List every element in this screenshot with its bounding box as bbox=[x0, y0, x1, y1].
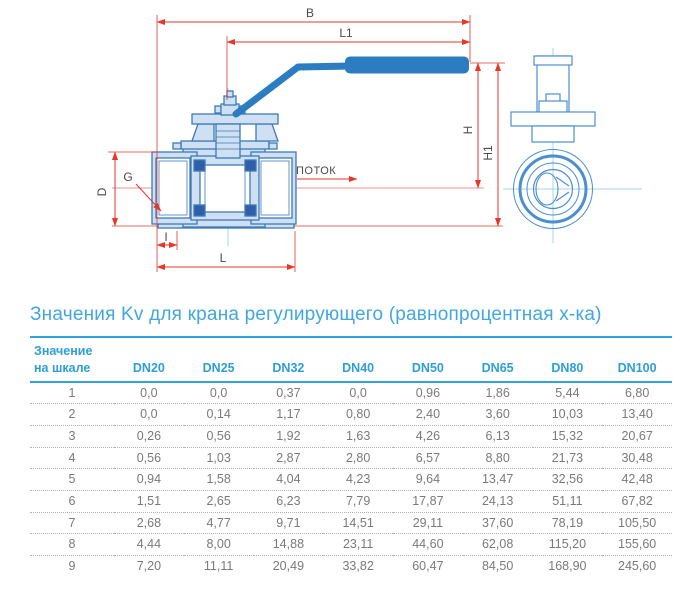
kv-value-cell: 5,44 bbox=[555, 385, 580, 400]
table-row bbox=[30, 404, 672, 426]
table-row bbox=[30, 555, 672, 576]
dim-label-d: D bbox=[95, 187, 109, 197]
kv-value-cell: 24,13 bbox=[463, 490, 533, 512]
scale-value-cell: 1 bbox=[68, 385, 76, 400]
kv-value-cell: 20,49 bbox=[254, 555, 324, 576]
dim-label-l1: L1 bbox=[339, 26, 353, 40]
header-dn65: DN65 bbox=[463, 337, 533, 382]
dim-label-b: B bbox=[305, 6, 315, 20]
kv-value-cell: 8,00 bbox=[184, 534, 254, 556]
kv-value-cell: 6,13 bbox=[463, 426, 533, 448]
table-row bbox=[30, 426, 672, 448]
kv-values-table bbox=[30, 336, 672, 576]
kv-value-cell: 1,92 bbox=[254, 426, 324, 448]
kv-value-cell: 4,44 bbox=[114, 534, 184, 556]
kv-value-cell: 30,48 bbox=[602, 447, 672, 469]
table-row bbox=[30, 512, 672, 534]
scale-value-cell: 2 bbox=[30, 404, 114, 426]
kv-value-cell: 0,0 bbox=[209, 385, 228, 400]
scale-value-cell: 5 bbox=[30, 469, 114, 491]
kv-value-cell: 0,0 bbox=[140, 385, 158, 400]
kv-value-cell: 9,64 bbox=[393, 469, 463, 491]
left-port-bore bbox=[156, 158, 190, 218]
kv-value-cell: 2,65 bbox=[184, 490, 254, 512]
kv-value-cell: 23,11 bbox=[323, 534, 393, 556]
scale-value-cell: 8 bbox=[30, 534, 114, 556]
handle-grip bbox=[345, 57, 469, 74]
kv-value-cell: 62,08 bbox=[463, 534, 533, 556]
table-row bbox=[30, 534, 672, 556]
header-dn80: DN80 bbox=[533, 337, 603, 382]
seat-bottom-right bbox=[245, 205, 256, 216]
kv-value-cell: 37,60 bbox=[463, 512, 533, 534]
dim-label-i: I bbox=[164, 230, 168, 244]
kv-value-cell: 4,04 bbox=[254, 469, 324, 491]
kv-value-cell: 245,60 bbox=[602, 555, 672, 576]
dim-label-h: H bbox=[461, 125, 475, 135]
handle-socket-lip bbox=[534, 56, 572, 65]
kv-value-cell: 42,48 bbox=[602, 469, 672, 491]
kv-value-cell: 2,68 bbox=[114, 512, 184, 534]
kv-value-cell: 33,82 bbox=[323, 555, 393, 576]
kv-value-cell: 1,17 bbox=[254, 404, 324, 426]
table-row bbox=[30, 490, 672, 512]
kv-value-cell: 6,57 bbox=[393, 447, 463, 469]
top-plate-tab-left bbox=[173, 143, 181, 149]
table-row bbox=[30, 382, 672, 404]
kv-value-cell: 44,60 bbox=[393, 534, 463, 556]
handle bbox=[236, 57, 469, 115]
valve-drawing-svg bbox=[0, 0, 700, 298]
kv-value-cell: 168,90 bbox=[533, 555, 603, 576]
header-dn50: DN50 bbox=[393, 337, 463, 382]
kv-table-container bbox=[30, 336, 672, 576]
kv-value-cell: 0,80 bbox=[323, 404, 393, 426]
top-plate-tab-right bbox=[269, 143, 277, 149]
kv-value-cell: 11,11 bbox=[184, 555, 254, 576]
front-view bbox=[152, 91, 296, 228]
kv-value-cell: 4,77 bbox=[184, 512, 254, 534]
kv-value-cell: 13,47 bbox=[463, 469, 533, 491]
right-port-bore bbox=[258, 158, 292, 218]
kv-value-cell: 8,80 bbox=[463, 447, 533, 469]
stem-packing bbox=[216, 124, 240, 158]
scale-value-cell: 6 bbox=[30, 490, 114, 512]
header-dn100: DN100 bbox=[602, 337, 672, 382]
bonnet-leg-right bbox=[256, 124, 278, 141]
header-dn25: DN25 bbox=[184, 337, 254, 382]
table-row bbox=[30, 447, 672, 469]
kv-table-header bbox=[30, 337, 672, 382]
kv-value-cell: 0,56 bbox=[184, 426, 254, 448]
scale-value-cell: 3 bbox=[30, 426, 114, 448]
kv-value-cell: 6,80 bbox=[624, 385, 650, 400]
scale-value-cell: 7 bbox=[30, 512, 114, 534]
scale-value-cell: 9 bbox=[30, 555, 114, 576]
kv-value-cell: 0,0 bbox=[349, 385, 367, 400]
kv-value-cell: 0,56 bbox=[114, 447, 184, 469]
kv-value-cell: 15,32 bbox=[533, 426, 603, 448]
kv-value-cell: 0,94 bbox=[114, 469, 184, 491]
dim-label-h1: H1 bbox=[481, 145, 495, 161]
kv-value-cell: 51,11 bbox=[533, 490, 603, 512]
side-stem-nut bbox=[539, 101, 567, 113]
kv-value-cell: 32,56 bbox=[533, 469, 603, 491]
kv-value-cell: 155,60 bbox=[602, 534, 672, 556]
page-title: Значения Kv для крана регулирующего (равнопроцентная х-ка) bbox=[30, 304, 602, 325]
kv-table-body bbox=[30, 382, 672, 577]
kv-value-cell: 21,73 bbox=[533, 447, 603, 469]
side-view bbox=[511, 56, 595, 229]
kv-value-cell: 3,60 bbox=[463, 404, 533, 426]
header-dn32: DN32 bbox=[254, 337, 324, 382]
kv-value-cell: 4,26 bbox=[393, 426, 463, 448]
kv-value-cell: 0,96 bbox=[415, 385, 441, 400]
kv-value-cell: 0,0 bbox=[114, 404, 184, 426]
ball-cavity bbox=[200, 165, 250, 212]
kv-value-cell: 2,40 bbox=[393, 404, 463, 426]
kv-value-cell: 115,20 bbox=[533, 534, 603, 556]
table-row bbox=[30, 469, 672, 491]
kv-value-cell: 0,37 bbox=[276, 385, 301, 400]
seat-top-left bbox=[194, 160, 205, 171]
kv-value-cell: 84,50 bbox=[463, 555, 533, 576]
kv-value-cell: 1,51 bbox=[114, 490, 184, 512]
bonnet-leg-left bbox=[192, 124, 214, 141]
kv-value-cell: 14,88 bbox=[254, 534, 324, 556]
header-dn40: DN40 bbox=[323, 337, 393, 382]
header-scale-line1: Значение bbox=[34, 344, 93, 358]
scale-value-cell: 4 bbox=[30, 447, 114, 469]
kv-value-cell: 0,14 bbox=[184, 404, 254, 426]
side-flange bbox=[511, 112, 595, 126]
kv-value-cell: 2,87 bbox=[254, 447, 324, 469]
header-row bbox=[30, 337, 672, 382]
seat-bottom-left bbox=[194, 205, 205, 216]
kv-value-cell: 13,40 bbox=[602, 404, 672, 426]
kv-value-cell: 9,71 bbox=[254, 512, 324, 534]
kv-value-cell: 78,19 bbox=[533, 512, 603, 534]
kv-value-cell: 4,23 bbox=[323, 469, 393, 491]
flow-label: ПОТОК bbox=[296, 165, 337, 177]
kv-value-cell: 7,79 bbox=[323, 490, 393, 512]
kv-value-cell: 1,86 bbox=[485, 385, 510, 400]
kv-value-cell: 1,63 bbox=[323, 426, 393, 448]
kv-value-cell: 60,47 bbox=[393, 555, 463, 576]
kv-value-cell: 1,58 bbox=[184, 469, 254, 491]
header-scale bbox=[30, 337, 114, 382]
kv-value-cell: 105,50 bbox=[602, 512, 672, 534]
kv-value-cell: 67,82 bbox=[602, 490, 672, 512]
kv-value-cell: 10,03 bbox=[533, 404, 603, 426]
kv-value-cell: 2,80 bbox=[323, 447, 393, 469]
seat-top-right bbox=[245, 160, 256, 171]
dim-label-g: G bbox=[123, 170, 133, 184]
kv-value-cell: 1,03 bbox=[184, 447, 254, 469]
header-scale-line2: на шкале bbox=[34, 360, 91, 375]
kv-value-cell: 14,51 bbox=[323, 512, 393, 534]
valve-technical-drawing bbox=[0, 0, 700, 298]
side-neck bbox=[532, 126, 574, 142]
kv-value-cell: 29,11 bbox=[393, 512, 463, 534]
stem-nut-bump-left bbox=[215, 106, 221, 113]
kv-value-cell: 17,87 bbox=[393, 490, 463, 512]
dim-label-l: L bbox=[219, 251, 227, 265]
kv-value-cell: 20,67 bbox=[602, 426, 672, 448]
kv-value-cell: 0,26 bbox=[114, 426, 184, 448]
kv-value-cell: 7,20 bbox=[114, 555, 184, 576]
stem-tip bbox=[227, 91, 233, 97]
kv-value-cell: 6,23 bbox=[254, 490, 324, 512]
header-dn20: DN20 bbox=[114, 337, 184, 382]
